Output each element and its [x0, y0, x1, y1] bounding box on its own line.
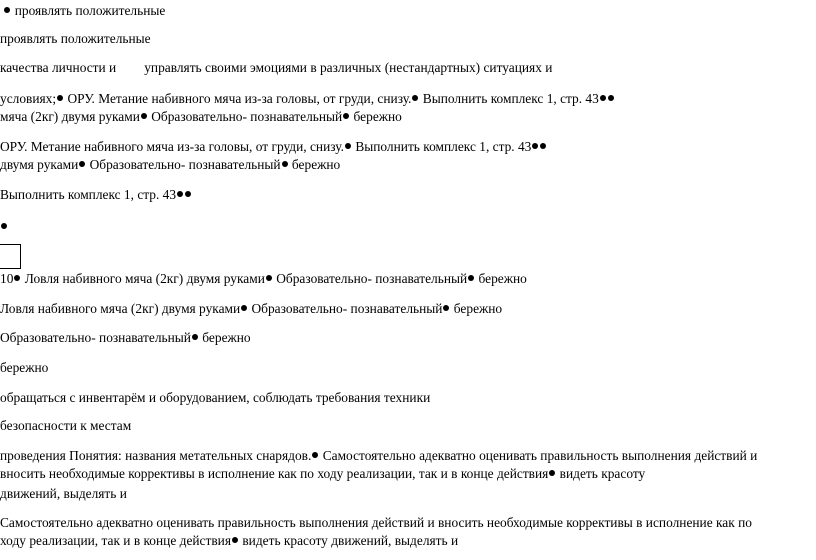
- line-19: ходу реализации, так и в конце действия видеть красоту движений, выделять и: [0, 533, 459, 548]
- line-9: 10 Ловля набивного мяча (2кг) двумя руками Образовательно- познавательный бережно: [0, 271, 527, 286]
- bullet-icon: [4, 7, 10, 13]
- bullet-icon: [343, 113, 349, 119]
- line-14: безопасности к местам: [0, 418, 132, 433]
- line-15: проведения Понятия: названия метательных снарядов. Самостоятельно адекватно оценивать правильность выполнения действий и: [0, 448, 758, 463]
- bullet-icon: [241, 305, 247, 311]
- bullet-icon: [141, 113, 147, 119]
- bullet-icon: [232, 537, 238, 543]
- line-11: Образовательно- познавательный бережно: [0, 330, 251, 345]
- line-13: обращаться с инвентарём и оборудованием, соблюдать требования техники: [0, 390, 431, 405]
- bullet-icon: [608, 95, 614, 101]
- line-2: проявлять положительные: [0, 31, 151, 46]
- bullet-icon: [1, 223, 7, 229]
- line-18: Самостоятельно адекватно оценивать правильность выполнения действий и вносить необходимые коррективы в исполнение как по: [0, 515, 752, 530]
- line-6: ОРУ. Метание набивного мяча из-за головы, от груди, снизу. Выполнить комплекс 1, стр. 43: [0, 140, 547, 153]
- line-bullet: [0, 220, 8, 233]
- bullet-icon: [345, 143, 351, 149]
- line-3: качества личности и управлять своими эмоциями в различных (нестандартных) ситуациях и: [0, 60, 553, 75]
- line-8: Выполнить комплекс 1, стр. 43: [0, 188, 192, 201]
- bullet-icon: [185, 191, 191, 197]
- line-10: Ловля набивного мяча (2кг) двумя руками Образовательно- познавательный бережно: [0, 301, 503, 316]
- bullet-icon: [532, 143, 538, 149]
- bullet-icon: [266, 275, 272, 281]
- line-7: двумя руками Образовательно- познавательный бережно: [0, 157, 341, 172]
- bullet-icon: [600, 95, 606, 101]
- bullet-icon: [468, 275, 474, 281]
- line-12: бережно: [0, 360, 49, 375]
- line-1: проявлять положительные: [0, 4, 165, 17]
- bullet-icon: [282, 161, 288, 167]
- empty-cell-box: [0, 244, 21, 269]
- bullet-icon: [312, 452, 318, 458]
- line-4: условиях; ОРУ. Метание набивного мяча из-за головы, от груди, снизу. Выполнить комплекс 1, стр. 43: [0, 92, 615, 105]
- line-5: мяча (2кг) двумя руками Образовательно- познавательный бережно: [0, 109, 402, 124]
- bullet-icon: [177, 191, 183, 197]
- bullet-icon: [443, 305, 449, 311]
- bullet-icon: [79, 161, 85, 167]
- line-17: движений, выделять и: [0, 486, 127, 501]
- bullet-icon: [540, 143, 546, 149]
- bullet-icon: [412, 95, 418, 101]
- bullet-icon: [549, 470, 555, 476]
- line-16: вносить необходимые коррективы в исполнение как по ходу реализации, так и в конце действия видеть красоту: [0, 466, 646, 481]
- bullet-icon: [57, 95, 63, 101]
- bullet-icon: [192, 334, 198, 340]
- bullet-icon: [14, 275, 20, 281]
